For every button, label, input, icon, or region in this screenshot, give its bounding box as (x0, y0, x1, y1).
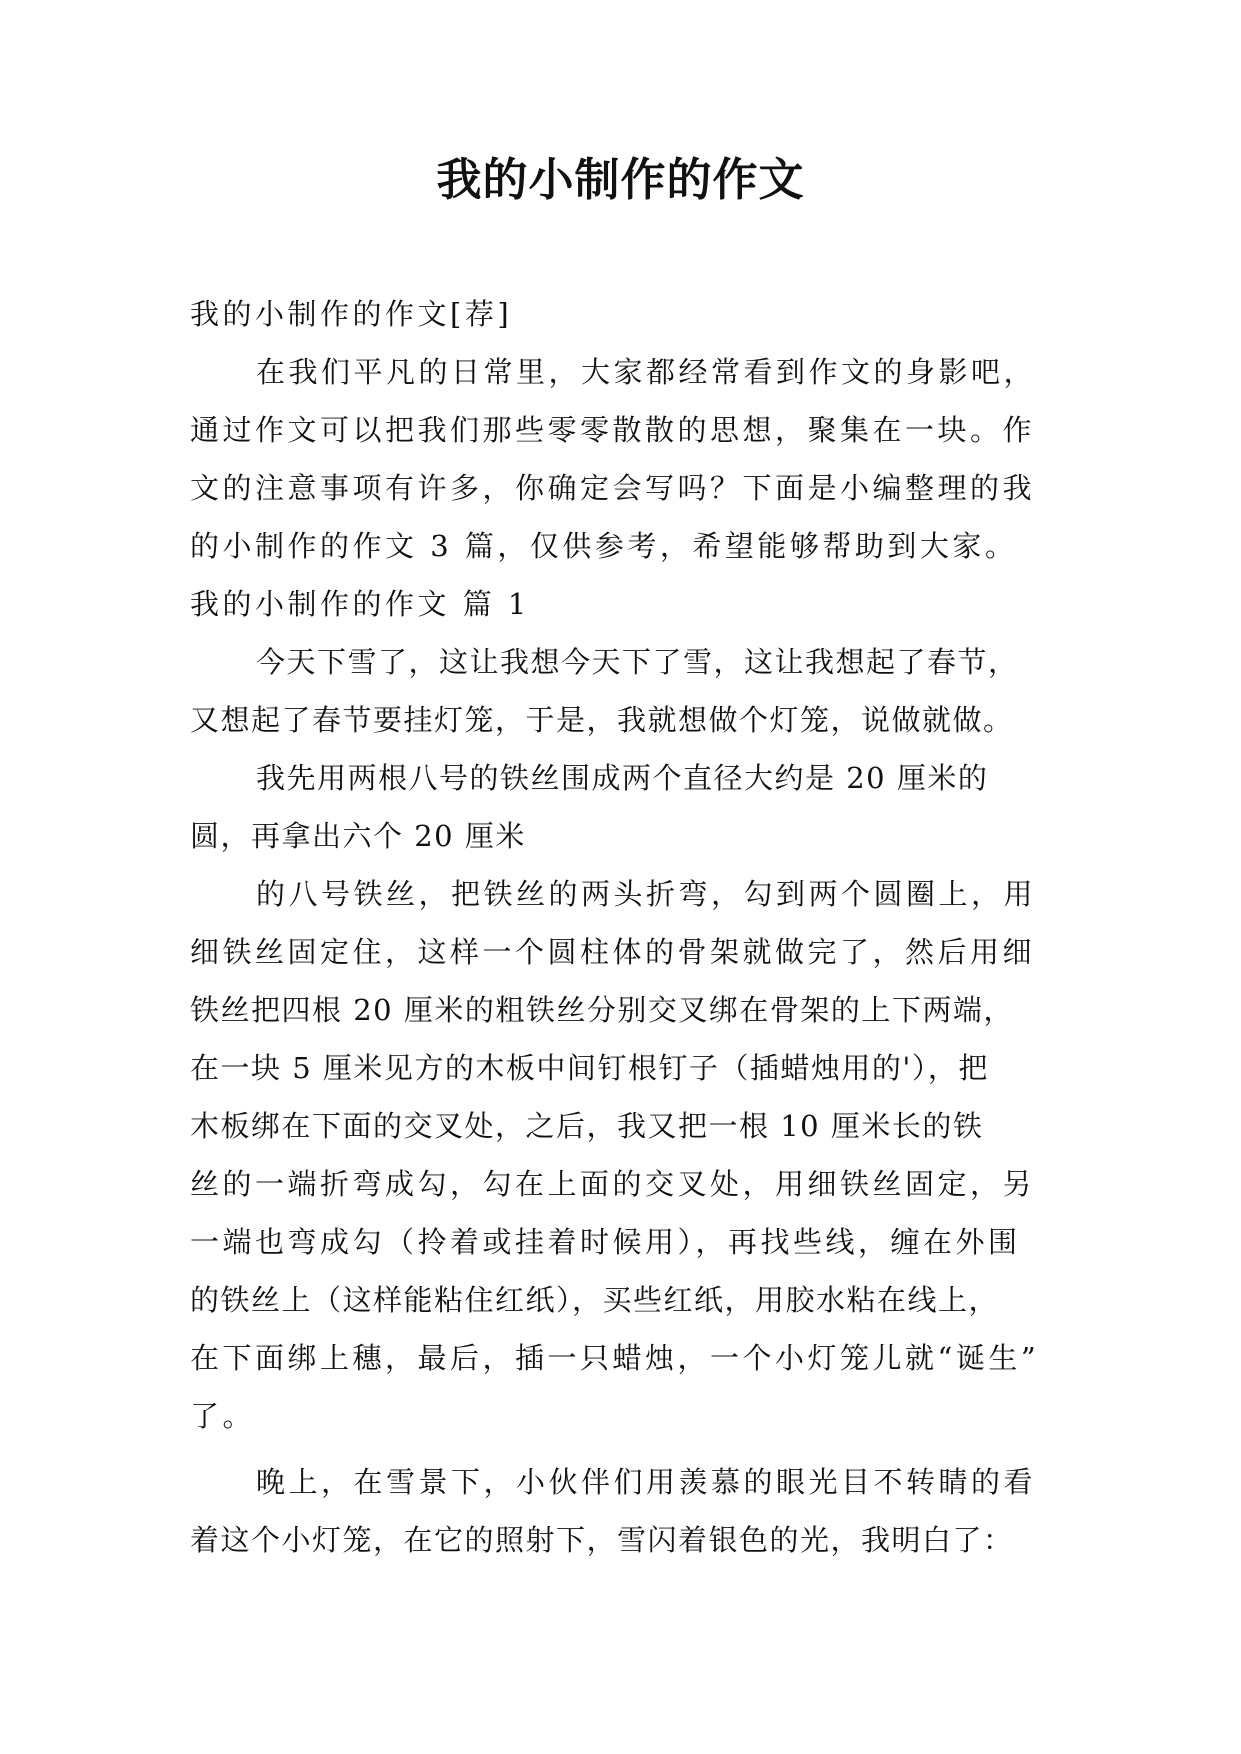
paragraph-line: 木板绑在下面的交叉处，之后，我又把一根 10 厘米长的铁 (190, 1109, 984, 1143)
paragraph-1 (190, 633, 1055, 749)
paragraph-line: 丝的一端折弯成勾，勾在上面的交叉处，用细铁丝固定，另 (190, 1167, 1036, 1201)
paragraph-line: 圆，再拿出六个 20 厘米 (190, 819, 526, 853)
intro-paragraph (190, 343, 1055, 575)
paragraph-line: 在一块 5 厘米见方的木板中间钉根钉子（插蜡烛用的'），把 (190, 1051, 989, 1085)
paragraph-line: 在下面绑上穗，最后，插一只蜡烛，一个小灯笼儿就“诞生” (190, 1341, 1040, 1375)
paragraph-line: 我先用两根八号的铁丝围成两个直径大约是 20 厘米的 (256, 761, 989, 795)
document-subtitle: 我的小制作的作文[荐] (190, 297, 513, 331)
paragraph-2 (190, 749, 1055, 865)
intro-line: 在我们平凡的日常里，大家都经常看到作文的身影吧， (256, 355, 1037, 389)
paragraph-line: 细铁丝固定住，这样一个圆柱体的骨架就做完了，然后用细 (190, 935, 1036, 969)
intro-line: 的小制作的作文 3 篇，仅供参考，希望能够帮助到大家。 (190, 529, 1018, 563)
paragraph-line: 的八号铁丝，把铁丝的两头折弯，勾到两个圆圈上，用 (256, 877, 1037, 911)
paragraph-line: 铁丝把四根 20 厘米的粗铁丝分别交叉绑在骨架的上下两端， (190, 993, 1014, 1027)
document-title: 我的小制作的作文 (436, 153, 805, 206)
paragraph-line: 的铁丝上（这样能粘住红纸），买些红纸，用胶水粘在线上， (190, 1283, 1000, 1317)
paragraph-line: 今天下雪了，这让我想今天下了雪，这让我想起了春节， (256, 645, 1019, 679)
paragraph-3 (190, 865, 1055, 1445)
paragraph-line: 着这个小灯笼，在它的照射下，雪闪着银色的光，我明白了： (190, 1523, 1014, 1557)
intro-line: 文的注意事项有许多，你确定会写吗？下面是小编整理的我 (190, 471, 1036, 505)
paragraph-line: 了。 (190, 1399, 256, 1433)
section-heading: 我的小制作的作文 篇 1 (190, 587, 530, 621)
paragraph-line: 又想起了春节要挂灯笼，于是，我就想做个灯笼，说做就做。 (190, 703, 1014, 737)
paragraph-4 (190, 1453, 1055, 1569)
document-body (190, 285, 1055, 1569)
paragraph-line: 晚上，在雪景下，小伙伴们用羡慕的眼光目不转睛的看 (256, 1465, 1037, 1499)
paragraph-line: 一端也弯成勾（拎着或挂着时候用），再找些线，缠在外围 (190, 1225, 1021, 1259)
intro-line: 通过作文可以把我们那些零零散散的思想，聚集在一块。作 (190, 413, 1036, 447)
